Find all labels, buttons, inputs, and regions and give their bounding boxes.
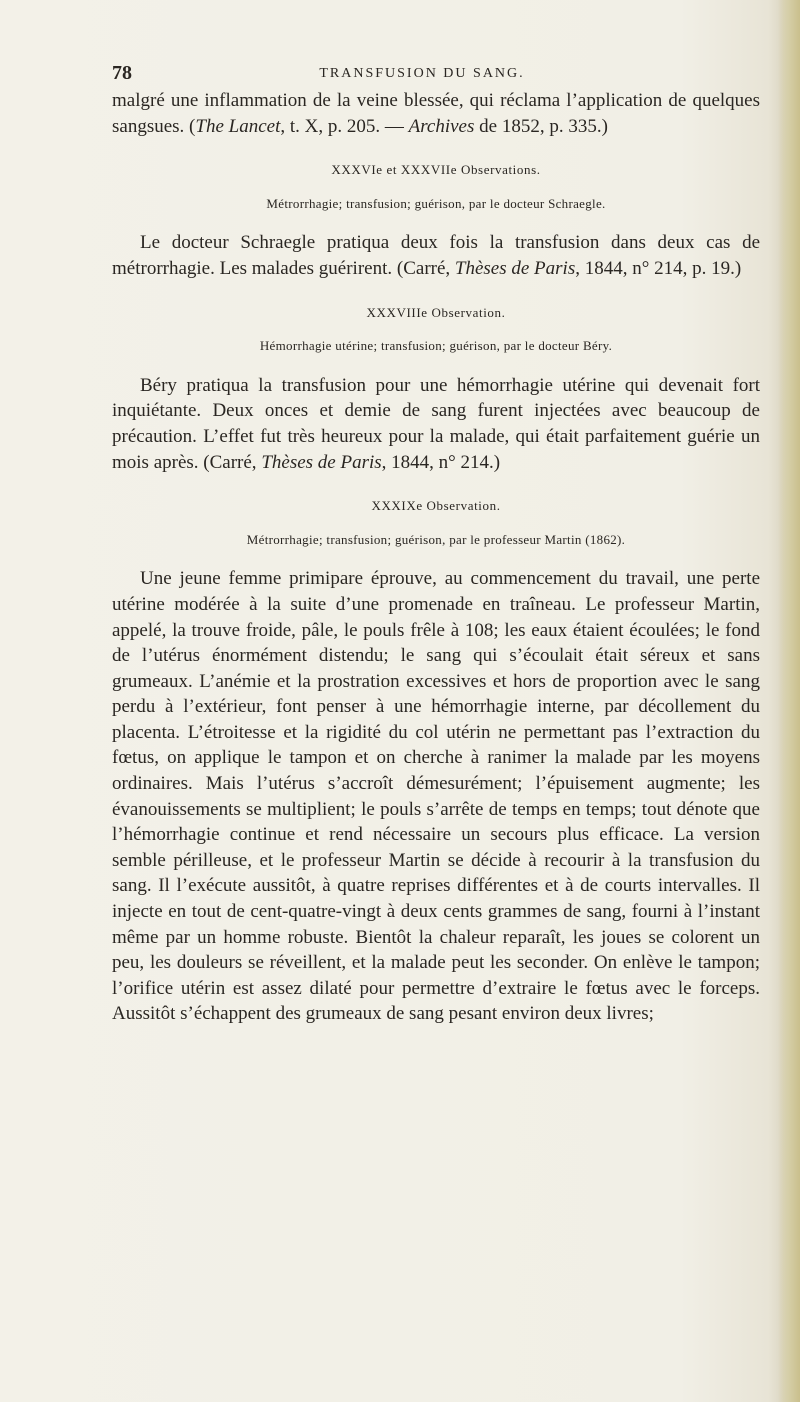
text-run: Le docteur Schraegle pratiqua deux fois la transfusion dans deux cas de métrorrhagie. Les malades guérirent. (Carré, (112, 232, 760, 279)
source-title-italic: Thèses de Paris (261, 451, 382, 473)
observation-paragraph: Une jeune femme primipare éprouve, au commencement du travail, une perte utérine modérée à la suite d’une promenade en traîneau. Le professeur Martin, appelé, la trouve froide, pâle, le pouls frêle à 108; les eaux étaient écoulées; le fond de l’utérus énormément distendu; le sang qui s’écoulait était séreux et sans grumeaux. L’anémie et la prostration excessives et hors de proportion avec le sang perdu à l’extérieur, font penser à une hémorrhagie interne, par décollement du placenta. L’étroitesse et la rigidité du col utérin ne permettant pas l’extraction du fœtus, on applique le tampon et on cherche à ranimer la malade par les moyens ordinaires. Mais l’utérus s’accroît démesurément; l’épuisement augmente; les évanouissements se multiplient; le pouls s’arrête de temps en temps; tout dénote que l’hémorrhagie continue et rend nécessaire un secours plus efficace. La version semble périlleuse, et le professeur Martin se décide à recourir à la transfusion du sang. Il l’exécute aussitôt, à quatre reprises différentes et à de courts intervalles. Il injecte en tout de cent-quatre-vingt à deux cents grammes de sang, fourni à l’instant même par un homme robuste. Bientôt la chaleur reparaît, les joues se colorent un peu, les douleurs se réveillent, et la malade peut les seconder. On enlève le tampon; l’orifice utérin est assez dilaté pour permettre d’extraire le fœtus avec le forceps. Aussitôt s’échappent des grumeaux de sang pesant environ deux livres; (112, 568, 760, 1025)
observation-heading: XXXVIe et XXXVIIe Observations. (331, 162, 541, 178)
observation-subtitle: Métrorrhagie; transfusion; guérison, par le professeur Martin (1862). (246, 531, 626, 547)
page-number: 78 (112, 62, 132, 84)
text-run: , 1844, n° 214.) (381, 451, 501, 473)
text-run: malgré une inflammation de la veine blessée, qui réclama l’application de quelques sangsues. ( (112, 90, 760, 137)
observation-heading: XXXVIIIe Observation. (366, 304, 506, 320)
journal-title-italic: The Lancet (195, 115, 281, 137)
source-title-italic: Thèses de Paris (454, 257, 576, 279)
page-header (112, 62, 732, 90)
observation-paragraph (112, 230, 760, 281)
observation-paragraph (112, 373, 760, 475)
observation-subtitle: Hémorrhagie utérine; transfusion; guérison, par le docteur Béry. (259, 338, 613, 354)
text-run: , t. X, p. 205. — (280, 115, 409, 137)
continued-paragraph (112, 88, 760, 139)
page-body (112, 88, 760, 1027)
text-run: Béry pratiqua la transfusion pour une hémorrhagie utérine qui devenait fort inquiétante. Deux onces et demie de sang furent injectées avec beaucoup de précaution. L’effet fut très heureux pour la malade, qui était parfaitement guérie un mois après. (Carré, (112, 374, 760, 473)
page-edge-shadow (778, 0, 800, 1402)
text-run: , 1844, n° 214, p. 19.) (575, 257, 742, 279)
text-run: de 1852, p. 335.) (474, 115, 608, 137)
observation-heading: XXXIXe Observation. (371, 498, 501, 514)
journal-title-italic: Archives (408, 115, 475, 137)
running-title: TRANSFUSION DU SANG. (319, 66, 525, 81)
observation-subtitle: Métrorrhagie; transfusion; guérison, par le docteur Schraegle. (266, 195, 606, 211)
